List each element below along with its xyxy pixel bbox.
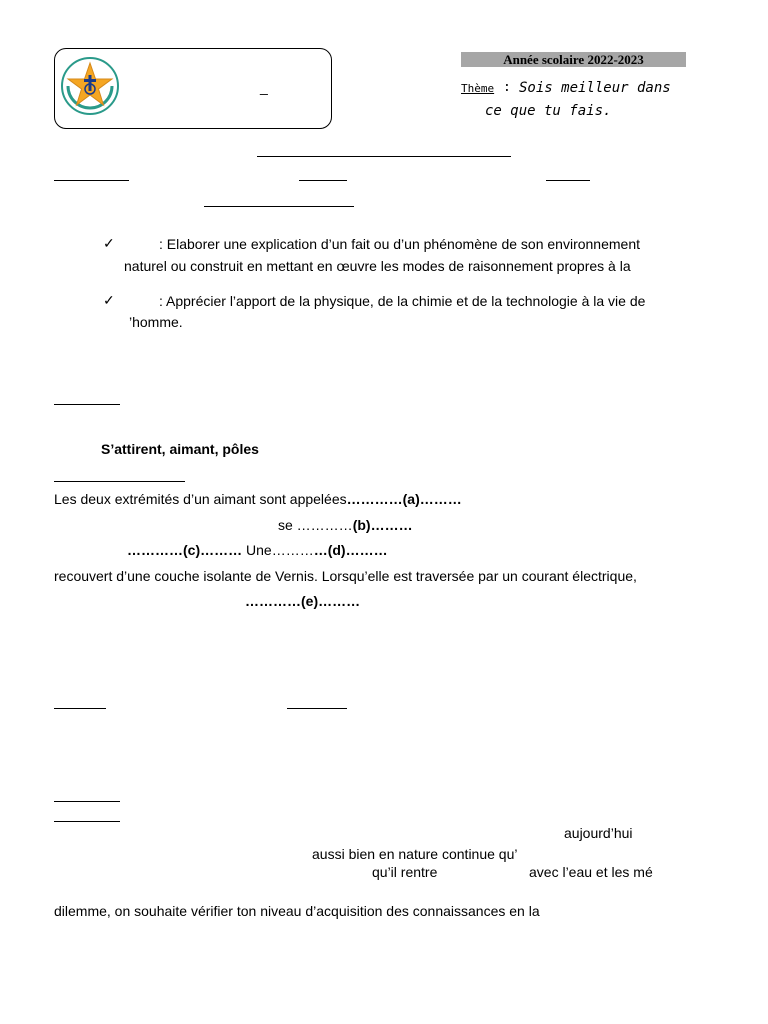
part-underline-left <box>54 708 106 709</box>
theme-colon: : <box>503 80 511 95</box>
exercise-line-1 <box>54 491 462 507</box>
situation-underline-2 <box>54 821 120 822</box>
theme-line-2: ce que tu fais. <box>485 103 612 119</box>
title-underline <box>257 156 511 157</box>
blank-e: …………(e)……… <box>245 593 361 609</box>
blank-a: …………(a)……… <box>346 491 462 507</box>
checkmark-icon: ✓ <box>103 292 115 308</box>
school-year-banner: Année scolaire 2022-2023 <box>461 52 686 67</box>
situation-word-3: qu’il rentre <box>372 864 438 880</box>
exercise-line-2-text: se ………… <box>278 517 353 533</box>
blank-c: …………(c)……… <box>127 542 243 558</box>
blank-b: (b)……… <box>352 517 413 533</box>
heading-underline-right <box>546 180 590 181</box>
section-underline <box>54 404 120 405</box>
exercise-underline <box>54 481 185 482</box>
situation-word-4: avec l’eau et les mé <box>529 864 653 880</box>
situation-line-5: dilemme, on souhaite vérifier ton niveau d’acquisition des connaissances en la <box>54 903 540 919</box>
part-underline-right <box>287 708 347 709</box>
situation-word-2: aussi bien en nature continue qu’ <box>312 846 518 862</box>
subtitle-underline <box>204 206 354 207</box>
theme-line-1: Sois meilleur dans <box>519 80 671 96</box>
competence-1-line-1: : Elaborer une explication d’un fait ou d’un phénomène de son environnement <box>159 236 640 252</box>
school-logo <box>60 56 120 116</box>
heading-underline-middle <box>299 180 347 181</box>
school-header-box <box>54 48 332 129</box>
theme-label: Thème <box>461 82 495 95</box>
exercise-line-4: recouvert d’une couche isolante de Vernis. Lorsqu’elle est traversée par un courant électrique, <box>54 568 637 584</box>
header-dash: _ <box>260 79 268 95</box>
competence-2-line-1: : Apprécier l’apport de la physique, de la chimie et de la technologie à la vie de <box>159 293 646 309</box>
situation-underline-1 <box>54 801 120 802</box>
checkmark-icon: ✓ <box>103 235 115 251</box>
competence-2-line-2: ’homme. <box>129 314 183 330</box>
exercise-line-3 <box>127 542 388 558</box>
word-bank: S’attirent, aimant, pôles <box>101 441 259 457</box>
exercise-line-1-text: Les deux extrémités d’un aimant sont appelées <box>54 491 347 507</box>
heading-underline-left <box>54 180 129 181</box>
blank-d: …(d)……… <box>313 542 388 558</box>
competence-1-line-2: naturel ou construit en mettant en œuvre les modes de raisonnement propres à la <box>124 258 631 274</box>
exercise-line-3-text: Une……… <box>242 542 314 558</box>
situation-word-1: aujourd’hui <box>564 825 633 841</box>
exercise-line-2 <box>278 517 413 533</box>
